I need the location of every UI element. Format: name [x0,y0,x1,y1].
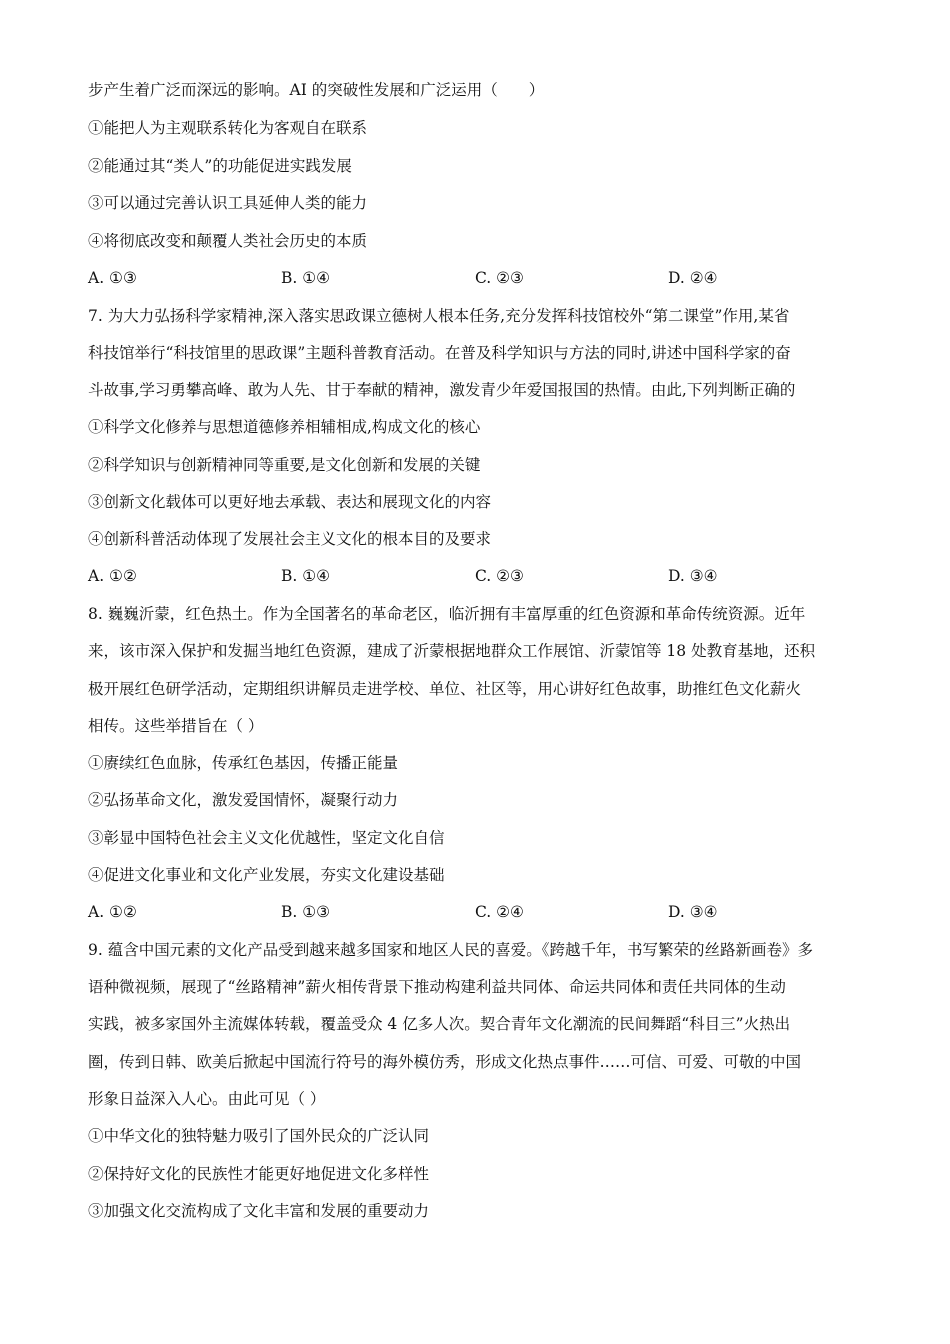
q9-statement-2: ②保持好文化的民族性才能更好地促进文化多样性 [88,1165,430,1183]
q8-stem-line-2: 来，该市深入保护和发掘当地红色资源，建成了沂蒙根据地群众工作展馆、沂蒙馆等 18 处教育基地，还积 [88,642,816,660]
q6-option-b[interactable]: B. ①④ [281,269,331,287]
q7-stem-line-3: 斗故事,学习勇攀高峰、敢为人先、甘于奉献的精神，激发青少年爱国报国的热情。由此,下列判断正确的 [88,381,796,399]
q9-stem-line-5: 形象日益深入人心。由此可见（ ） [88,1090,326,1108]
q6-option-a[interactable]: A. ①③ [88,269,137,287]
q7-option-c[interactable]: C. ②③ [475,567,524,585]
q8-stem-line-1: 8. 巍巍沂蒙，红色热土。作为全国著名的革命老区，临沂拥有丰富厚重的红色资源和革命传统资源。近年 [88,605,806,623]
q6-options [88,268,868,288]
q8-statement-3: ③彰显中国特色社会主义文化优越性，坚定文化自信 [88,829,445,847]
q9-statement-3: ③加强文化交流构成了文化丰富和发展的重要动力 [88,1202,430,1220]
q6-statement-2: ②能通过其“类人”的功能促进实践发展 [88,157,352,175]
q7-option-a[interactable]: A. ①② [88,567,137,585]
q7-statement-4: ④创新科普活动体现了发展社会主义文化的根本目的及要求 [88,530,492,548]
q6-option-d[interactable]: D. ②④ [668,269,718,287]
q6-statement-3: ③可以通过完善认识工具延伸人类的能力 [88,194,368,212]
q7-option-b[interactable]: B. ①④ [281,567,331,585]
q7-options [88,566,868,586]
q8-statement-4: ④促进文化事业和文化产业发展，夯实文化建设基础 [88,866,445,884]
q9-stem-line-3: 实践，被多家国外主流媒体转载，覆盖受众 4 亿多人次。契合青年文化潮流的民间舞蹈“科目三”火热出 [88,1015,791,1033]
q7-statement-3: ③创新文化载体可以更好地去承载、表达和展现文化的内容 [88,493,492,511]
q8-option-a[interactable]: A. ①② [88,903,137,921]
q8-option-d[interactable]: D. ③④ [668,903,718,921]
q9-stem-line-2: 语种微视频，展现了“丝路精神”薪火相传背景下推动构建利益共同体、命运共同体和责任共同体的生动 [88,978,786,996]
q6-option-c[interactable]: C. ②③ [475,269,524,287]
q7-option-d[interactable]: D. ③④ [668,567,718,585]
q8-options [88,902,868,922]
q8-stem-line-4: 相传。这些举措旨在（ ） [88,717,264,735]
q6-statement-4: ④将彻底改变和颠覆人类社会历史的本质 [88,232,368,250]
q9-stem-line-4: 圈，传到日韩、欧美后掀起中国流行符号的海外模仿秀，形成文化热点事件……可信、可爱、可敬的中国 [88,1053,802,1071]
q7-stem-line-2: 科技馆举行“科技馆里的思政课”主题科普教育活动。在普及科学知识与方法的同时,讲述中国科学家的奋 [88,344,791,362]
q7-statement-2: ②科学知识与创新精神同等重要,是文化创新和发展的关键 [88,456,481,474]
q8-stem-line-3: 极开展红色研学活动，定期组织讲解员走进学校、单位、社区等，用心讲好红色故事，助推红色文化薪火 [88,680,802,698]
q9-stem-line-1: 9. 蕴含中国元素的文化产品受到越来越多国家和地区人民的喜爱。《跨越千年，书写繁荣的丝路新画卷》多 [88,941,813,959]
q9-statement-1: ①中华文化的独特魅力吸引了国外民众的广泛认同 [88,1127,430,1145]
q6-statement-1: ①能把人为主观联系转化为客观自在联系 [88,119,368,137]
q7-statement-1: ①科学文化修养与思想道德修养相辅相成,构成文化的核心 [88,418,481,436]
q8-option-c[interactable]: C. ②④ [475,903,524,921]
q6-stem-line: 步产生着广泛而深远的影响。AI 的突破性发展和广泛运用（ ） [88,81,545,99]
q8-statement-1: ①赓续红色血脉，传承红色基因，传播正能量 [88,754,399,772]
q7-stem-line-1: 7. 为大力弘扬科学家精神,深入落实思政课立德树人根本任务,充分发挥科技馆校外“第二课堂”作用,某省 [88,307,790,325]
q8-statement-2: ②弘扬革命文化，激发爱国情怀，凝聚行动力 [88,791,399,809]
q8-option-b[interactable]: B. ①③ [281,903,331,921]
